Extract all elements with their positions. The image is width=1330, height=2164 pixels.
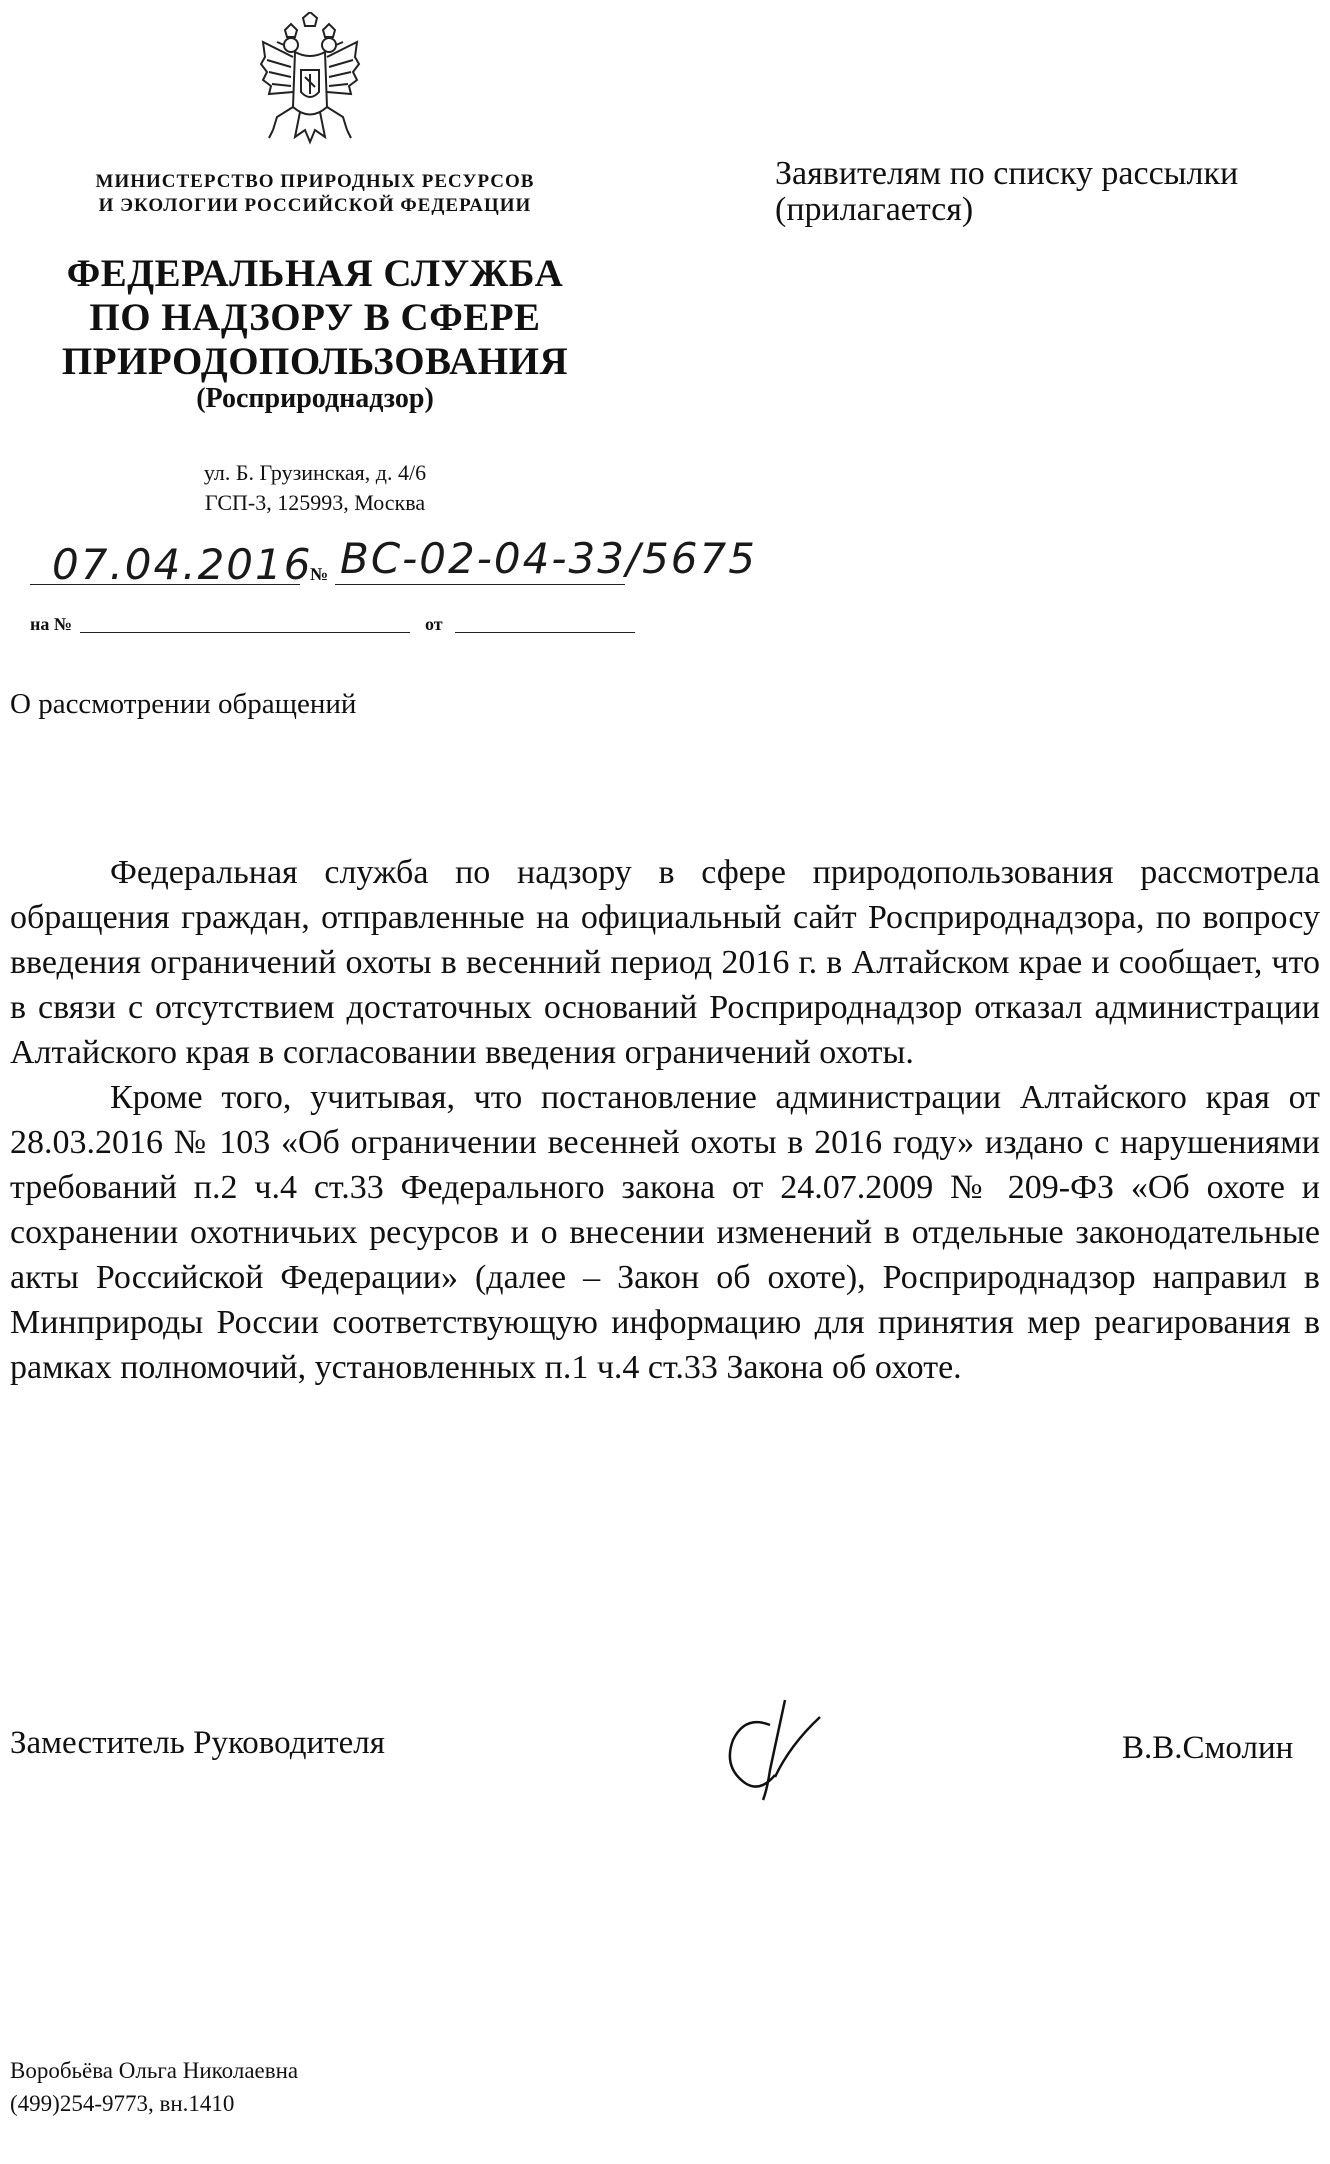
letter-body — [10, 850, 1320, 1390]
service-line-2: ПО НАДЗОРУ В СФЕРЕ — [89, 296, 541, 339]
date-underline — [30, 584, 300, 585]
body-paragraph-1: Федеральная служба по надзору в сфере природопользования рассмотрела обращения граждан, отправленные на официальный сайт Росприроднадзора, по вопросу введения ограничений охоты в весенний период 2016 г. в Алтайском крае и сообщает, что в связи с отсутствием достаточных оснований Росприроднадзор отказал администрации Алтайского края в согласовании введения ограничений охоты. — [10, 854, 1320, 1071]
addressee — [775, 156, 1315, 228]
reply-reference-row — [30, 610, 630, 640]
executor-phone: (499)254-9773, вн.1410 — [10, 2091, 235, 2116]
service-name — [40, 252, 590, 384]
address-line-1: ул. Б. Грузинская, д. 4/6 — [203, 460, 427, 485]
signer-name: В.В.Смолин — [1122, 1730, 1294, 1766]
addressee-line-2: (прилагается) — [775, 191, 974, 228]
ministry-line-2: И ЭКОЛОГИИ РОССИЙСКОЙ ФЕДЕРАЦИИ — [98, 195, 532, 216]
handwritten-signature — [715, 1695, 845, 1805]
service-line-3: ПРИРОДОПОЛЬЗОВАНИЯ — [61, 340, 569, 383]
registration-date: 07.04.2016 — [52, 540, 313, 589]
ministry-name — [60, 170, 570, 218]
registration-row — [30, 528, 820, 598]
reply-number-label: на № — [30, 614, 72, 634]
address-line-2: ГСП-3, 125993, Москва — [204, 490, 426, 515]
addressee-line-1: Заявителям по списку рассылки — [775, 155, 1239, 192]
reply-date-line — [455, 632, 635, 633]
body-paragraph-2: Кроме того, учитывая, что постановление администрации Алтайского края от 28.03.2016 № 103 «Об ограничении весенней охоты в 2016 году» издано с нарушениями требований п.2 ч.4 ст.33 Федерального закона от 24.07.2009 № 209-ФЗ «Об охоте и сохранении охотничьих ресурсов и о внесении изменений в отдельные законодательные акты Российской Федерации» (далее – Закон об охоте), Росприроднадзор направил в Минприроды России соответствующую информацию для принятия мер реагирования в рамках полномочий, установленных п.1 ч.4 ст.33 Закона об охоте. — [10, 1079, 1320, 1386]
state-emblem-icon — [255, 12, 365, 162]
executor-name: Воробьёва Ольга Николаевна — [10, 2058, 299, 2083]
signer-title: Заместитель Руководителя — [10, 1725, 385, 1761]
service-line-1: ФЕДЕРАЛЬНАЯ СЛУЖБА — [66, 252, 564, 295]
letter-subject: О рассмотрении обращений — [10, 688, 357, 720]
number-underline — [335, 584, 625, 585]
sender-address — [60, 458, 570, 518]
reply-date-label: от — [425, 614, 443, 634]
registration-number: ВС-02-04-33/5675 — [340, 534, 757, 583]
number-sign: № — [310, 564, 329, 584]
ministry-line-1: МИНИСТЕРСТВО ПРИРОДНЫХ РЕСУРСОВ — [95, 171, 535, 192]
reply-number-line — [80, 632, 410, 633]
service-short-name: (Росприроднадзор) — [196, 383, 434, 414]
executor-info — [10, 2054, 298, 2120]
